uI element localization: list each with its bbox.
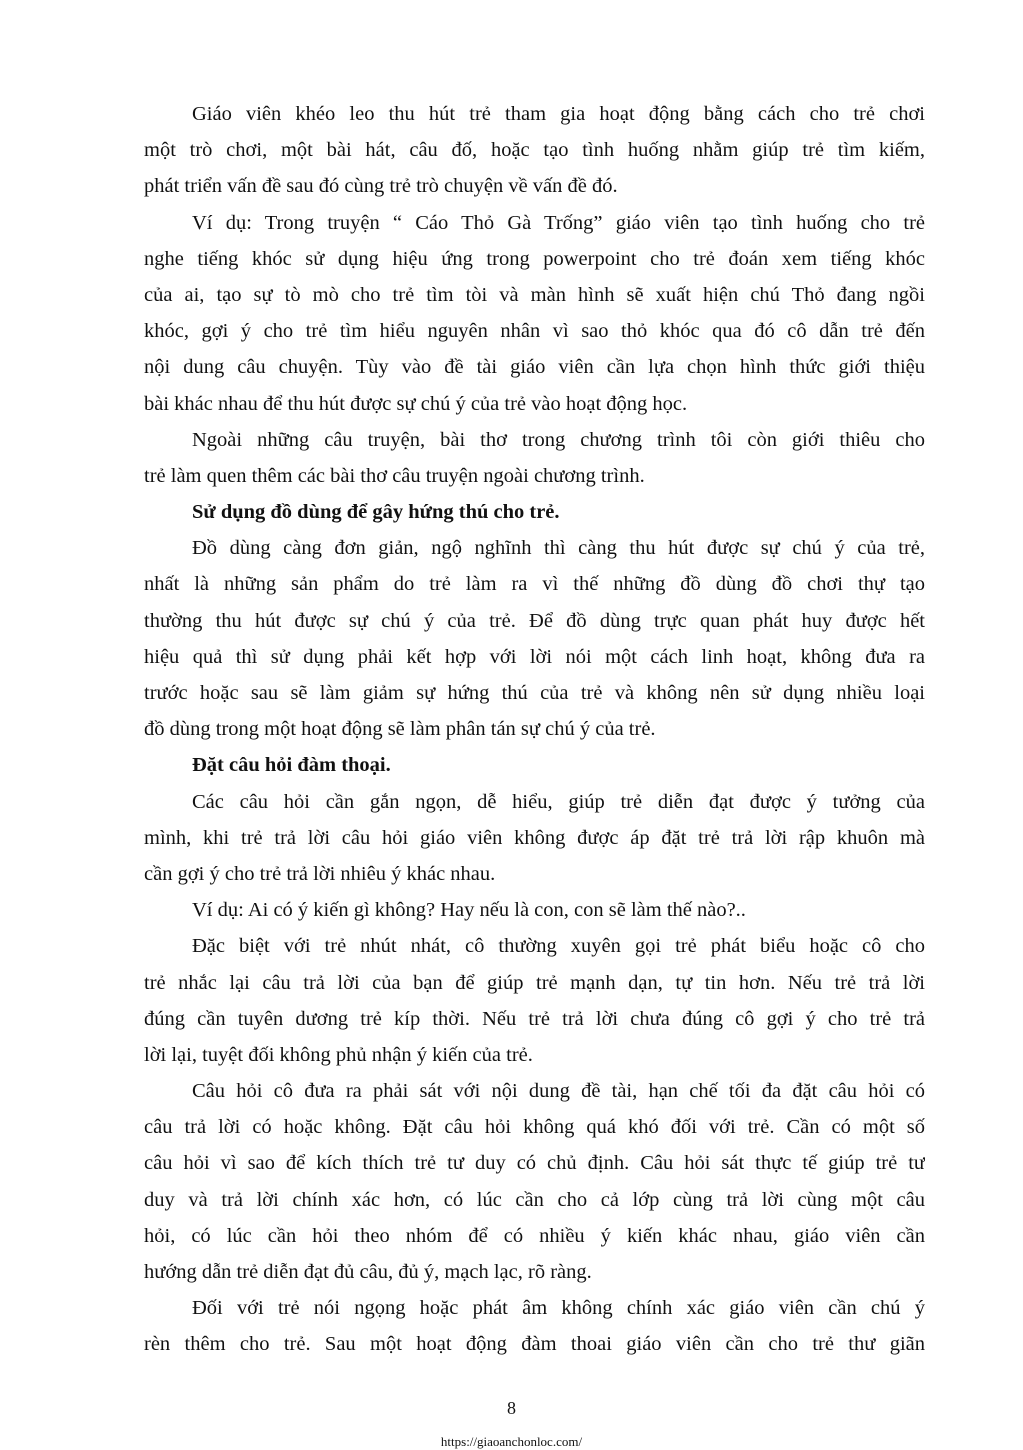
- text-line: trẻ nhắc lại câu trả lời của bạn để giúp trẻ mạnh dạn, tự tin hơn. Nếu trẻ trả lời: [144, 971, 925, 994]
- page-number: 8: [507, 1398, 516, 1418]
- text-line: Đặc biệt với trẻ nhút nhát, cô thường xuyên gọi trẻ phát biểu hoặc cô cho: [192, 935, 925, 958]
- document-body: [144, 96, 925, 1363]
- text-line: Ví dụ: Ai có ý kiến gì không? Hay nếu là con, con sẽ làm thế nào?..: [192, 899, 746, 922]
- section-heading: Đặt câu hỏi đàm thoại.: [192, 754, 391, 777]
- text-line: hiệu quả thì sử dụng phải kết hợp với lời nói một cách linh hoạt, không đưa ra: [144, 645, 925, 668]
- text-line: Câu hỏi cô đưa ra phải sát với nội dung đề tài, hạn chế tối đa đặt câu hỏi có: [192, 1080, 925, 1103]
- text-line: hỏi, có lúc cần hỏi theo nhóm để có nhiều ý kiến khác nhau, giáo viên cần: [144, 1224, 925, 1247]
- text-line: nhất là những sản phẩm do trẻ làm ra vì thế những đồ dùng đồ chơi thự tạo: [144, 573, 925, 596]
- text-line: lời lại, tuyệt đối không phủ nhận ý kiến của trẻ.: [144, 1043, 533, 1066]
- text-line: trước hoặc sau sẽ làm giảm sự hứng thú của trẻ và không nên sử dụng nhiều loại: [144, 682, 925, 704]
- text-line: trẻ làm quen thêm các bài thơ câu truyện ngoài chương trình.: [144, 464, 645, 487]
- footer-url[interactable]: https://giaoanchonloc.com/: [440, 1434, 583, 1449]
- text-line: Đồ dùng càng đơn giản, ngộ nghĩnh thì càng thu hút được sự chú ý của trẻ,: [192, 537, 925, 560]
- text-line: nghe tiếng khóc sử dụng hiệu ứng trong powerpoint cho trẻ đoán xem tiếng khóc: [144, 247, 925, 270]
- text-line: Các câu hỏi cần gắn ngọn, dễ hiểu, giúp trẻ diễn đạt được ý tưởng của: [192, 790, 925, 813]
- text-line: một trò chơi, một bài hát, câu đố, hoặc tạo tình huống nhằm giúp trẻ tìm kiếm,: [144, 139, 925, 162]
- text-line: đúng cần tuyên dương trẻ kíp thời. Nếu trẻ trả lời chưa đúng cô gợi ý cho trẻ trả: [144, 1007, 925, 1030]
- text-line: phát triển vấn đề sau đó cùng trẻ trò chuyện về vấn đề đó.: [144, 175, 618, 198]
- text-line: câu hỏi vì sao để kích thích trẻ tư duy có chủ định. Câu hỏi sát thực tế giúp trẻ tư: [144, 1152, 925, 1175]
- text-line: Ví dụ: Trong truyện “ Cáo Thỏ Gà Trống” giáo viên tạo tình huống cho trẻ: [192, 211, 925, 234]
- text-line: Ngoài những câu truyện, bài thơ trong chương trình tôi còn giới thiêu cho: [192, 428, 925, 451]
- text-line: đồ dùng trong một hoạt động sẽ làm phân tán sự chú ý của trẻ.: [144, 718, 656, 741]
- text-line: của ai, tạo sự tò mò cho trẻ tìm tòi và màn hình sẽ xuất hiện chú Thỏ đang ngồi: [144, 283, 925, 306]
- text-line: thường thu hút được sự chú ý của trẻ. Để đồ dùng trực quan phát huy được hết: [144, 609, 925, 632]
- text-line: rèn thêm cho trẻ. Sau một hoạt động đàm thoai giáo viên cần cho trẻ thư giãn: [144, 1333, 925, 1356]
- text-line: Đối với trẻ nói ngọng hoặc phát âm không chính xác giáo viên cần chú ý: [192, 1297, 925, 1320]
- text-line: khóc, gợi ý cho trẻ tìm hiểu nguyên nhân vì sao thỏ khóc qua đó cô dẫn trẻ đến: [144, 320, 925, 343]
- text-line: mình, khi trẻ trả lời câu hỏi giáo viên không được áp đặt trẻ trả lời rập khuôn mà: [144, 826, 925, 849]
- section-heading: Sử dụng đồ dùng để gây hứng thú cho trẻ.: [192, 501, 560, 524]
- text-line: duy và trả lời chính xác hơn, có lúc cần cho cả lớp cùng trả lời cùng một câu: [144, 1188, 925, 1211]
- text-line: cần gợi ý cho trẻ trả lời nhiêu ý khác nhau.: [144, 862, 496, 885]
- text-line: Giáo viên khéo leo thu hút trẻ tham gia hoạt động bằng cách cho trẻ chơi: [192, 103, 925, 125]
- text-line: câu trả lời có hoặc không. Đặt câu hỏi không quá khó đối với trẻ. Cần có một số: [144, 1116, 925, 1139]
- text-line: nội dung câu chuyện. Tùy vào đề tài giáo viên cần lựa chọn hình thức giới thiệu: [144, 356, 925, 379]
- text-line: bài khác nhau để thu hút được sự chú ý của trẻ vào hoạt động học.: [144, 392, 688, 415]
- text-line: hướng dẫn trẻ diễn đạt đủ câu, đủ ý, mạch lạc, rõ ràng.: [144, 1261, 592, 1283]
